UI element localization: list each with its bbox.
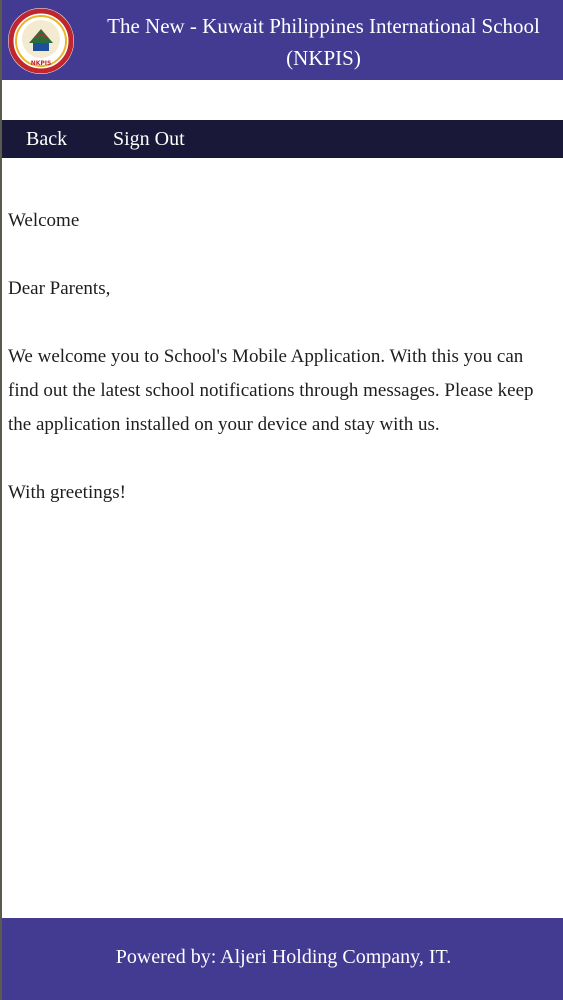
header-spacer — [2, 80, 563, 120]
salutation-text: Dear Parents, — [8, 278, 111, 299]
closing-text: With greetings! — [8, 482, 126, 503]
message-body: We welcome you to School's Mobile Application. With this you can find out the latest school notifications through messages. Please keep the application installed on your device and stay with us. — [8, 346, 534, 435]
welcome-message — [8, 204, 558, 544]
nav-bar — [2, 120, 563, 158]
school-name-title: The New - Kuwait Philippines International School (NKPIS) — [107, 14, 540, 70]
sign-out-button[interactable]: Sign Out — [113, 128, 185, 150]
app-header — [2, 0, 563, 80]
back-button[interactable]: Back — [26, 128, 68, 150]
powered-by-text: Powered by: Aljeri Holding Company, IT. — [115, 946, 452, 968]
svg-text:NKPIS: NKPIS — [30, 60, 52, 67]
welcome-heading: Welcome — [8, 210, 80, 231]
app-footer — [2, 918, 563, 1000]
school-logo — [7, 7, 75, 75]
